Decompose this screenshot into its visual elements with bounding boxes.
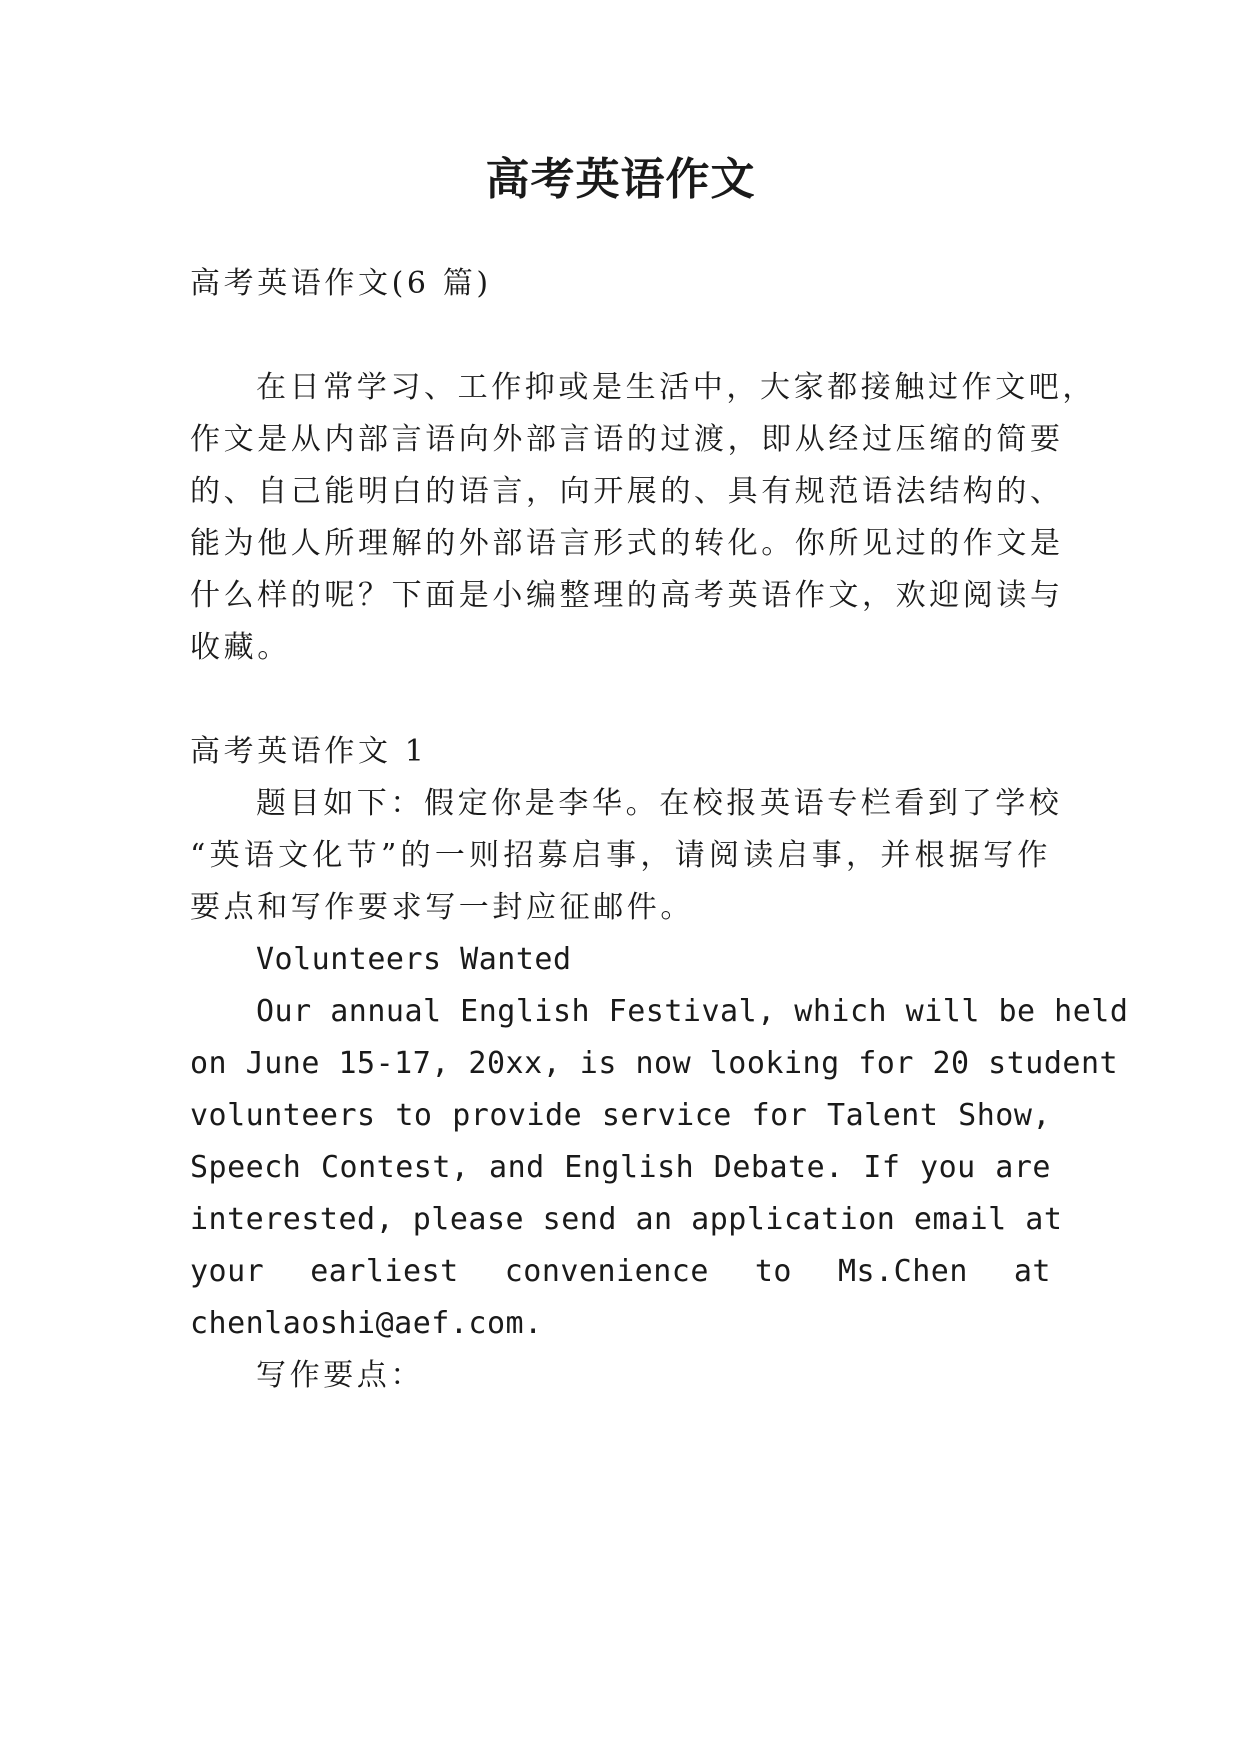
- notice-line-2: on June 15-17, 20xx, is now looking for 20 student: [190, 1046, 1119, 1081]
- writing-points-heading: 写作要点：: [256, 1358, 424, 1393]
- notice-line-3: volunteers to provide service for Talent Show,: [190, 1098, 1051, 1133]
- notice-line-5: interested, please send an application email at: [190, 1202, 1063, 1237]
- document-subtitle: 高考英语作文(6 篇): [190, 266, 492, 301]
- intro-line-2: 作文是从内部言语向外部言语的过渡，即从经过压缩的简要: [190, 422, 1064, 457]
- document-title: 高考英语作文: [485, 154, 756, 205]
- prompt-line-3: 要点和写作要求写一封应征邮件。: [190, 890, 694, 925]
- notice-email: chenlaoshi@aef.com.: [190, 1306, 543, 1341]
- intro-line-5: 什么样的呢？下面是小编整理的高考英语作文，欢迎阅读与: [190, 578, 1064, 613]
- intro-line-4: 能为他人所理解的外部语言形式的转化。你所见过的作文是: [190, 526, 1064, 561]
- prompt-line-1: 题目如下：假定你是李华。在校报英语专栏看到了学校: [256, 786, 1063, 821]
- essay-1-heading: 高考英语作文 1: [190, 734, 428, 769]
- notice-line-1: Our annual English Festival, which will be held: [256, 994, 1129, 1029]
- prompt-line-2: “英语文化节”的一则招募启事，请阅读启事，并根据写作: [190, 838, 1051, 873]
- intro-line-3: 的、自己能明白的语言，向开展的、具有规范语法结构的、: [190, 474, 1064, 509]
- notice-line-4: Speech Contest, and English Debate. If you are: [190, 1150, 1051, 1185]
- notice-title: Volunteers Wanted: [256, 942, 572, 977]
- intro-line-1: 在日常学习、工作抑或是生活中，大家都接触过作文吧，: [256, 370, 1096, 405]
- intro-line-6: 收藏。: [190, 630, 291, 665]
- notice-line-6: your earliest convenience to Ms.Chen at: [190, 1254, 1051, 1289]
